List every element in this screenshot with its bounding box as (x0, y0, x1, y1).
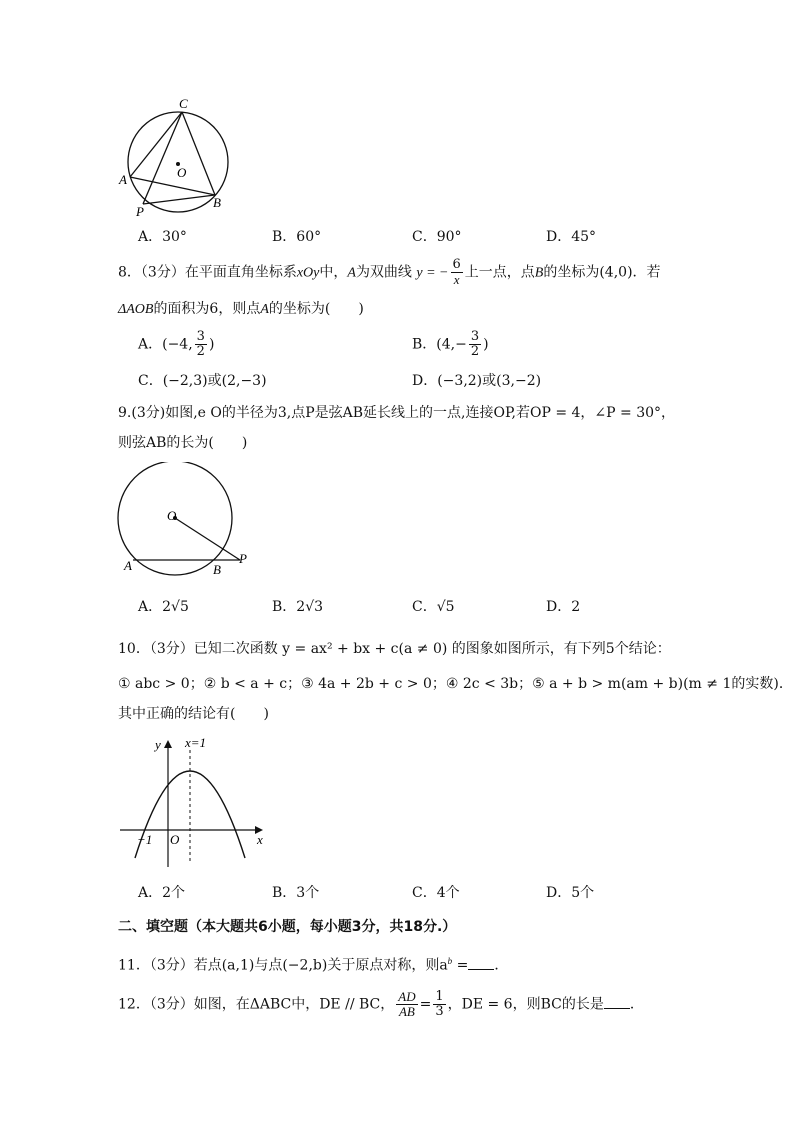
chord-pb (143, 195, 215, 204)
q8-a: A (347, 265, 356, 281)
q8-line1 (118, 258, 661, 287)
q8-text-2: 中， (319, 264, 348, 281)
q9-option-d: D．2 (546, 599, 581, 615)
q8-xoy: xOy (296, 265, 320, 281)
q12-f1-num: AD (398, 989, 416, 1004)
q12-f2-den: 3 (435, 1004, 444, 1019)
q8-b: B (534, 265, 544, 281)
q8-option-a (138, 330, 214, 359)
q12-line (118, 990, 644, 1019)
chord-ab (130, 177, 215, 195)
q8-ob-post: ) (483, 336, 489, 353)
q11-end: ． (494, 957, 509, 974)
label-b: B (213, 562, 221, 577)
q12-post: ，DE = 6，则BC的长是 (447, 996, 604, 1013)
q8-frac-den: x (453, 272, 460, 287)
section-2-title: 二、填空题（本大题共6小题，每小题3分，共18分.） (118, 919, 457, 935)
y-axis-arrow (164, 740, 172, 748)
q8-text-7: 的坐标为( ) (268, 301, 364, 317)
q8-a2: A (260, 302, 269, 317)
q10-line3: 其中正确的结论有( ) (118, 706, 269, 722)
label-x1: x=1 (185, 735, 207, 750)
q8-oa-pre: A．(−4, (138, 336, 193, 353)
q9-option-a: A．2√5 (138, 599, 189, 615)
label-o: O (170, 832, 180, 847)
q8-fraction (451, 258, 463, 287)
label-y: y (155, 737, 161, 752)
q7-option-c: C．90° (412, 229, 462, 245)
label-p: P (136, 204, 144, 219)
q12-end: ． (629, 996, 644, 1013)
q12-f1-den: AB (398, 1004, 415, 1019)
figure-q7-circle (110, 92, 245, 222)
q12-pre: 12．（3分）如图，在ΔABC中，DE // BC， (118, 996, 395, 1013)
q12-f2-num: 1 (435, 989, 444, 1004)
q12-frac-2 (433, 990, 445, 1019)
chord-cp (143, 112, 182, 204)
q10-line2: ① abc > 0；② b < a + c；③ 4a + 2b + c > 0；④ 2c < 3b；⑤ a + b > m(am + b)(m ≠ 1的实数)． (118, 676, 793, 692)
label-a: A (119, 172, 127, 187)
q7-option-a: A．30° (138, 229, 187, 245)
q9-line1: 9.(3分)如图,e O的半径为3,点P是弦AB延长线上的一点,连接OP,若OP = 4，∠P = 30°， (118, 405, 676, 421)
q8-text-4: 上一点，点 (464, 264, 535, 281)
q8-option-b (412, 330, 489, 359)
label-o: O (167, 508, 177, 523)
q8-oa-post: ) (208, 336, 215, 353)
segment-op (175, 518, 240, 560)
q10-option-a: A．2个 (138, 885, 186, 901)
q8-option-c: C．(−2,3)或(2,−3) (138, 373, 267, 389)
q8-text-6: 的面积为6，则点 (153, 301, 261, 317)
q8-frac-num: 6 (452, 257, 461, 272)
q8-ob-pre: B．(4,− (412, 336, 467, 353)
label-c: C (179, 96, 188, 111)
q8-y-eq: y = − (416, 265, 449, 281)
q8-ob-num: 3 (470, 329, 480, 344)
q11-pre: 11．（3分）若点(a,1)与点(−2,b)关于原点对称，则a (118, 957, 448, 974)
label-o: O (177, 165, 187, 180)
q8-option-d: D．(−3,2)或(3,−2) (412, 373, 542, 389)
q8-line2 (118, 300, 364, 319)
q8-oa-num: 3 (196, 329, 205, 344)
q9-option-b: B．2√3 (272, 599, 324, 615)
q10-option-b: B．3个 (272, 885, 320, 901)
q10-option-c: C．4个 (412, 885, 460, 901)
label-b: B (213, 195, 221, 210)
label-x: x (257, 832, 263, 847)
q8-oa-den: 2 (196, 344, 205, 359)
q8-ob-frac (469, 330, 481, 359)
q11-post: = (452, 957, 469, 974)
chord-ca (130, 112, 182, 177)
q8-ob-den: 2 (470, 344, 480, 359)
q8-triangle: ΔAOB (118, 302, 154, 317)
q7-option-b: B．60° (272, 229, 322, 245)
q8-text-5: 的坐标为(4,0)．若 (543, 264, 661, 281)
figure-q9-circle (115, 462, 260, 582)
label-a: A (124, 558, 132, 573)
q8-text-1: 8．（3分）在平面直角坐标系 (118, 264, 297, 281)
q11-sup: b (447, 956, 453, 966)
q10-line1: 10．（3分）已知二次函数 y = ax² + bx + c(a ≠ 0) 的图象如图所示，有下列5个结论： (118, 641, 671, 657)
q7-option-d: D．45° (546, 229, 597, 245)
label-minus1: −1 (137, 832, 153, 847)
q8-oa-frac (195, 330, 207, 359)
q9-line2: 则弦AB的长为( ) (118, 435, 248, 451)
q11-answer-blank[interactable] (468, 957, 494, 970)
label-p: P (239, 551, 247, 566)
q9-option-c: C．√5 (412, 599, 455, 615)
q12-frac-1 (396, 990, 417, 1019)
q12-eq: = (419, 996, 432, 1013)
q11-line (118, 952, 508, 975)
q8-text-3: 为双曲线 (355, 264, 412, 281)
q10-option-d: D．5个 (546, 885, 595, 901)
q12-answer-blank[interactable] (604, 996, 630, 1009)
figure-q10-parabola (115, 732, 275, 872)
